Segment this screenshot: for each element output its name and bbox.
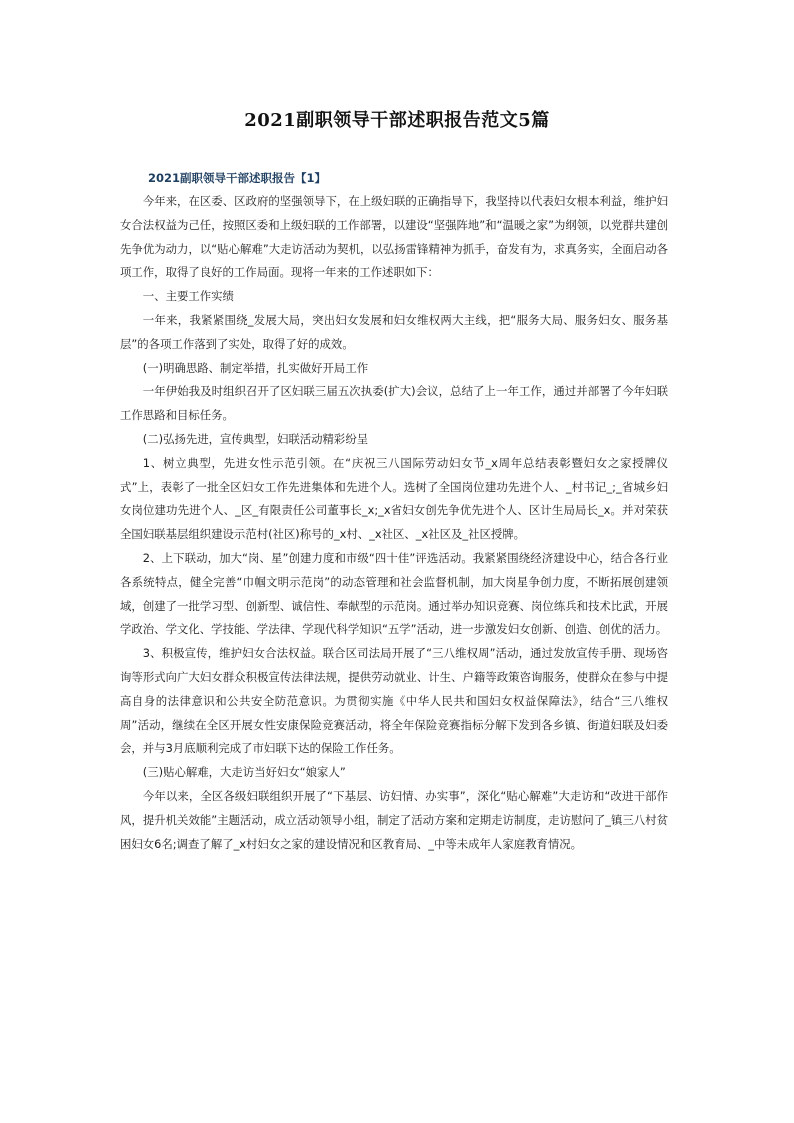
paragraph: 2、上下联动，加大“岗、星”创建力度和市级“四十佳”评选活动。我紧紧围绕经济建设中心，结合各行业各系统特点，健全完善“巾帼文明示范岗”的动态管理和社会监督机制，加大岗星争创力度，不断拓展创建领域，创建了一批学习型、创新型、诚信性、奉献型的示范岗。通过举办知识竞赛、岗位练兵和技术比武，开展学政治、学文化、学技能、学法律、学现代科学知识“五学”活动，进一步激发妇女创新、创造、创优的活力。 xyxy=(120,550,668,637)
document-body xyxy=(120,190,668,856)
paragraph: 今年以来，全区各级妇联组织开展了“下基层、访妇情、办实事”，深化“贴心解难”大走访和“改进干部作风，提升机关效能”主题活动，成立活动领导小组，制定了活动方案和定期走访制度，走访慰问了_镇三八村贫困妇女6名;调查了解了_x村妇女之家的建设情况和区教育局、_中等未成年人家庭教育情况。 xyxy=(120,788,668,851)
sub-heading: (一)明确思路、制定举措，扎实做好开局工作 xyxy=(142,360,369,375)
sub-heading: 一、主要工作实绩 xyxy=(142,289,234,304)
section-heading: 2021副职领导干部述职报告【1】 xyxy=(148,171,327,185)
document-title: 2021副职领导干部述职报告范文5篇 xyxy=(244,110,550,131)
paragraph: 1、树立典型，先进女性示范引领。在“庆祝三八国际劳动妇女节_x周年总结表彰暨妇女之家授牌仪式”上，表彰了一批全区妇女工作先进集体和先进个人。选树了全国岗位建功先进个人、_村书记_;_省城乡妇女岗位建功先进个人、_区_有限责任公司董事长_x;_x省妇女创先争优先进个人、区计生局局长_x。并对荣获全国妇联基层组织建设示范村(社区)称号的_x村、_x社区、_x社区及_社区授牌。 xyxy=(120,455,668,542)
paragraph: 一年伊始我及时组织召开了区妇联三届五次执委(扩大)会议，总结了上一年工作，通过并部署了今年妇联工作思路和目标任务。 xyxy=(120,384,668,423)
paragraph: 一年来，我紧紧围绕_发展大局，突出妇女发展和妇女维权两大主线，把“服务大局、服务妇女、服务基层”的各项工作落到了实处，取得了好的成效。 xyxy=(120,312,668,351)
paragraph: 今年来，在区委、区政府的坚强领导下，在上级妇联的正确指导下，我坚持以代表妇女根本利益，维护妇女合法权益为己任，按照区委和上级妇联的工作部署，以建设“坚强阵地”和“温暖之家”为纲领，以党群共建创先争优为动力，以“贴心解难”大走访活动为契机，以弘扬雷锋精神为抓手，奋发有为，求真务实，全面启动各项工作，取得了良好的工作局面。现将一年来的工作述职如下： xyxy=(120,194,668,280)
paragraph: 3、积极宣传，维护妇女合法权益。联合区司法局开展了“三八维权周”活动，通过发放宣传手册、现场咨询等形式向广大妇女群众积极宣传法律法规，提供劳动就业、计生、户籍等政策咨询服务，使群众在参与中提高自身的法律意识和公共安全防范意识。为贯彻实施《中华人民共和国妇女权益保障法》，结合“三八维权周”活动，继续在全区开展女性安康保险竞赛活动，将全年保险竞赛指标分解下发到各乡镇、街道妇联及妇委会，并与3月底顺利完成了市妇联下达的保险工作任务。 xyxy=(120,646,668,756)
sub-heading: (二)弘扬先进，宣传典型，妇联活动精彩纷呈 xyxy=(142,431,369,446)
sub-heading: (三)贴心解难，大走访当好妇女“娘家人” xyxy=(142,765,346,780)
